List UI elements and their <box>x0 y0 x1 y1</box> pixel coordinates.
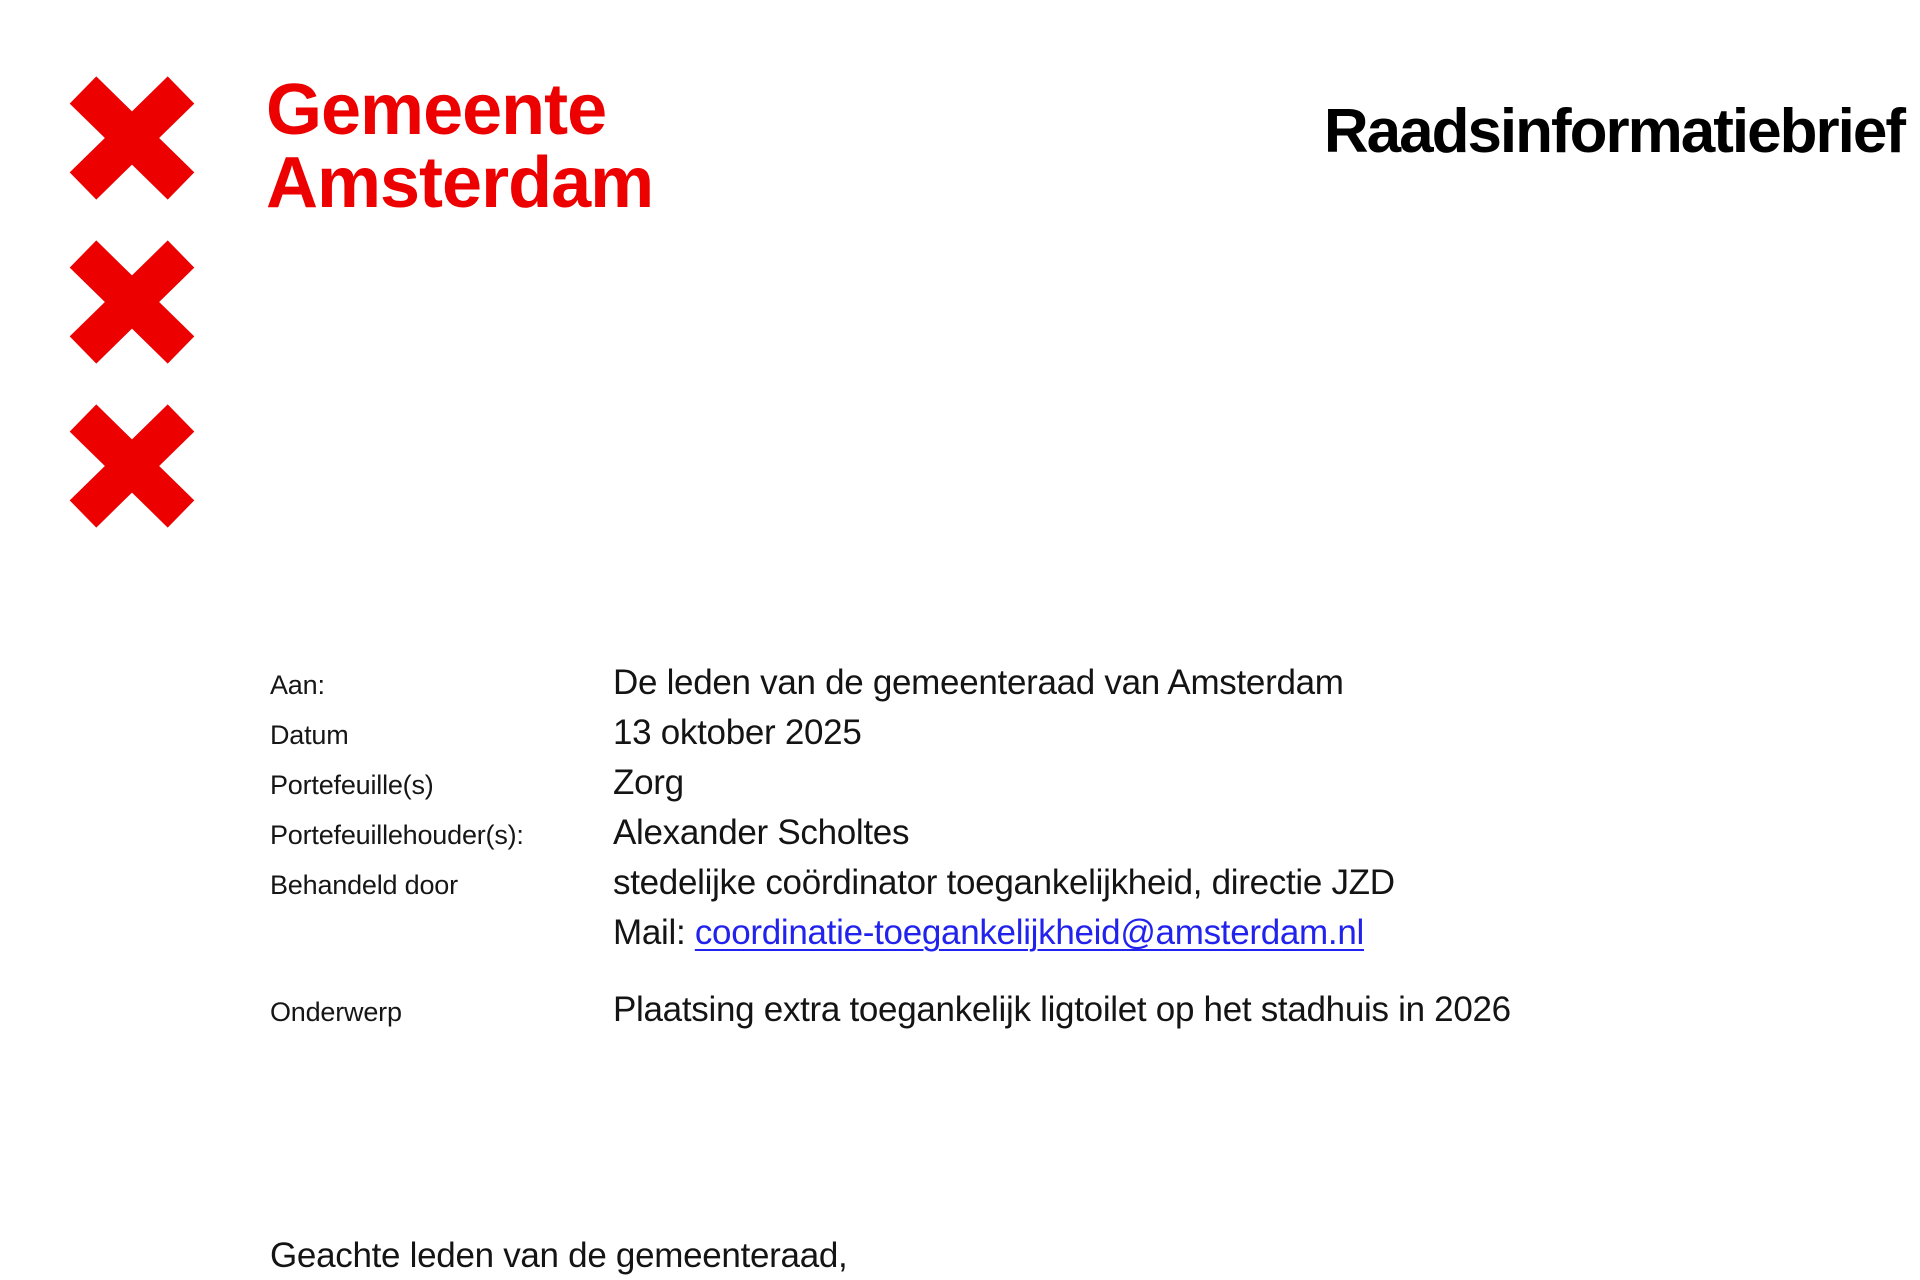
meta-value-portefeuille: Zorg <box>613 763 684 802</box>
meta-value-aan: De leden van de gemeenteraad van Amsterdam <box>613 663 1344 702</box>
meta-row-behandeld-door <box>270 858 1770 908</box>
greeting-text: Geachte leden van de gemeenteraad, <box>270 1236 848 1275</box>
wordmark-line-amsterdam: Amsterdam <box>266 143 654 224</box>
meta-value-mail <box>613 908 1364 958</box>
meta-row-portefeuille <box>270 758 1770 808</box>
meta-label-datum: Datum <box>270 720 349 750</box>
meta-row-portefeuillehouder <box>270 808 1770 858</box>
meta-label-onderwerp: Onderwerp <box>270 997 402 1027</box>
mail-prefix: Mail: <box>613 913 695 952</box>
andreas-cross-icon <box>64 236 200 368</box>
amsterdam-triple-cross-logo <box>64 72 200 532</box>
andreas-cross-icon <box>64 400 200 532</box>
gemeente-amsterdam-wordmark <box>266 70 654 224</box>
meta-value-portefeuillehouder: Alexander Scholtes <box>613 813 910 852</box>
meta-value-datum: 13 oktober 2025 <box>613 713 862 752</box>
meta-value-onderwerp: Plaatsing extra toegankelijk ligtoilet op het stadhuis in 2026 <box>613 990 1511 1029</box>
meta-row-onderwerp <box>270 985 1770 1035</box>
wordmark-line-gemeente: Gemeente <box>266 70 607 150</box>
meta-label-aan: Aan: <box>270 670 325 700</box>
meta-row-mail <box>270 908 1770 958</box>
meta-label-behandeld-door: Behandeld door <box>270 870 458 900</box>
meta-value-behandeld-door: stedelijke coördinator toegankelijkheid, directie JZD <box>613 863 1395 902</box>
document-title: Raadsinformatiebrief <box>1323 97 1904 166</box>
mail-link[interactable]: coordinatie-toegankelijkheid@amsterdam.nl <box>694 913 1364 952</box>
andreas-cross-icon <box>64 72 200 204</box>
meta-row-aan <box>270 658 1770 708</box>
meta-label-portefeuillehouder: Portefeuillehouder(s): <box>270 820 524 850</box>
meta-label-portefeuille: Portefeuille(s) <box>270 770 434 800</box>
meta-row-datum <box>270 708 1770 758</box>
meta-table <box>270 658 1770 1035</box>
